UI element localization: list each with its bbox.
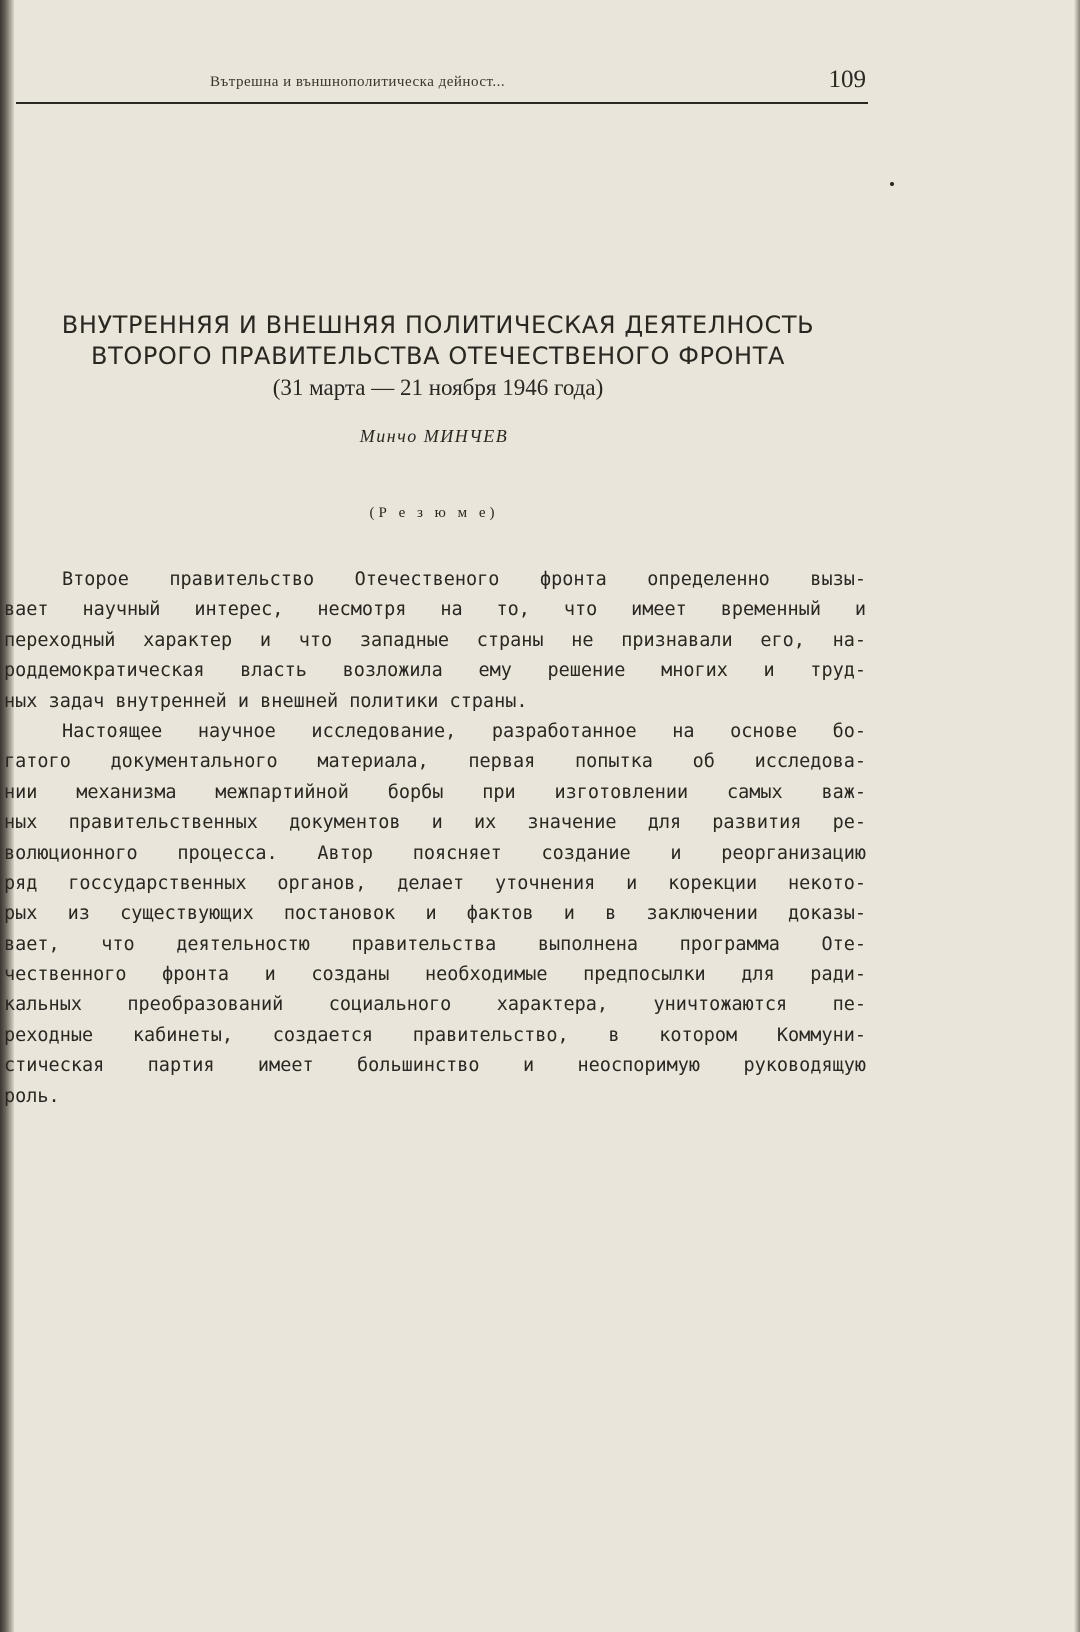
body-line: стическая партия имеет большинство и неоспоримую руководящую [4, 1055, 866, 1077]
body-line: Второе правительство Отечественого фронта определенно вызы- [62, 569, 866, 590]
title-line-2: ВТОРОГО ПРАВИТЕЛЬСТВА ОТЕЧЕСТВЕНОГО ФРОНТА [91, 342, 785, 370]
body-line: ных задач внутренней и внешней политики страны. [4, 690, 528, 712]
page-number: 109 [828, 66, 866, 93]
body-line: рых из существующих постановок и фактов и в заключении доказы- [4, 903, 866, 925]
running-head: Вътрешна и външнополитическа дейност... [210, 74, 506, 90]
title-line-1: ВНУТРЕННЯЯ И ВНЕШНЯЯ ПОЛИТИЧЕСКАЯ ДЕЯТЕЛНОСТЬ [61, 311, 815, 339]
author-name: Минчо МИНЧЕВ [359, 426, 509, 446]
body-line: кальных преобразований социального характера, уничтожаются пе- [4, 994, 866, 1016]
body-line: вает научный интерес, несмотря на то, что имеет временный и [4, 599, 866, 621]
body-line: нии механизма межпартийной борбы при изготовлении самых важ- [4, 781, 866, 803]
body-line: переходный характер и что западные страны не признавали его, на- [4, 629, 866, 651]
resume-label: (Р е з ю м е) [369, 505, 499, 521]
title-dates: (31 марта — 21 ноября 1946 года) [272, 375, 604, 400]
body-line: роль. [4, 1085, 60, 1107]
page-edge [1074, 0, 1080, 1632]
body-line: ряд госсударственных органов, делает уточнения и корекции некото- [4, 872, 866, 894]
body-line: роддемократическая власть возложила ему решение многих и труд- [4, 660, 866, 682]
body-line: волюционного процесса. Автор поясняет создание и реорганизацию [4, 842, 866, 864]
body-line: ных правительственных документов и их значение для развития ре- [4, 812, 866, 834]
abstract-body [4, 565, 866, 1112]
page-header [16, 62, 868, 104]
body-line: реходные кабинеты, создается правительство, в котором Коммуни- [4, 1024, 866, 1046]
article-title [8, 310, 868, 403]
body-line: чественного фронта и созданы необходимые предпосылки для ради- [4, 964, 866, 986]
body-line: Настоящее научное исследование, разработанное на основе бо- [62, 720, 866, 742]
ink-speck [890, 182, 894, 186]
body-line: гатого документального материала, первая попытка об исследова- [4, 751, 866, 773]
body-line: вает, что деятельностю правительства выполнена программа Оте- [4, 933, 866, 955]
